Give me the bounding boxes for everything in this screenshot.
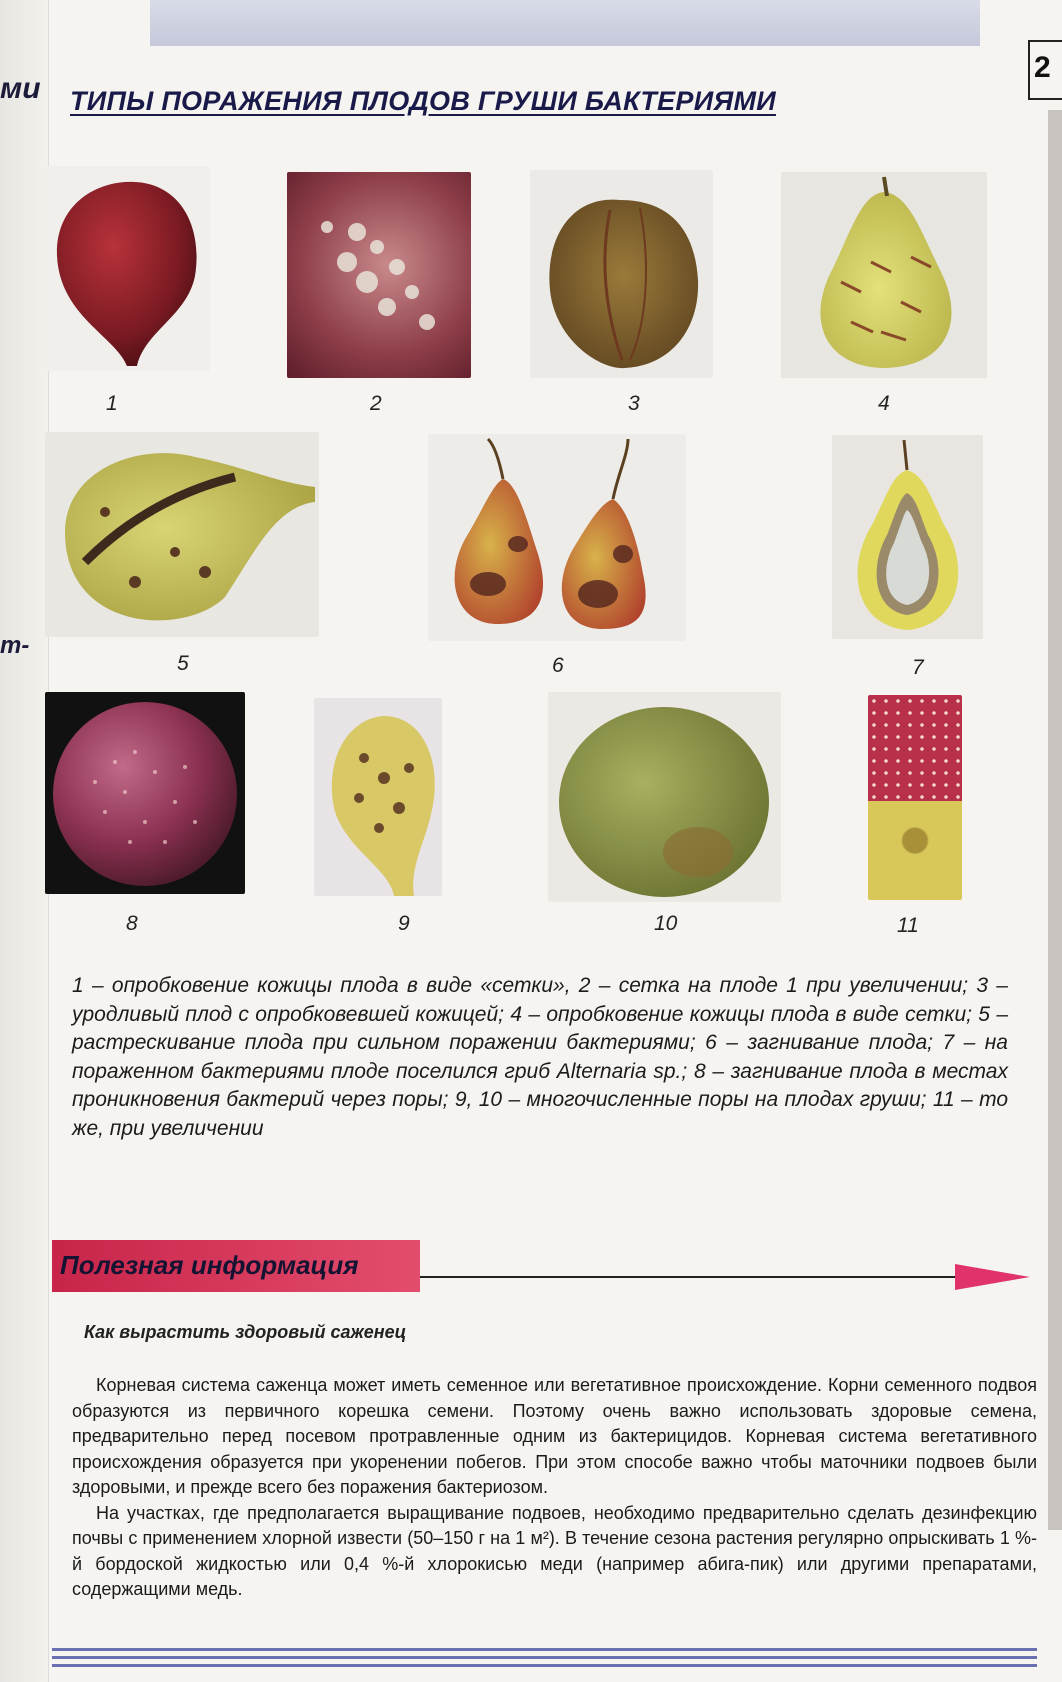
photo-3 <box>530 170 713 378</box>
photo-8 <box>45 692 245 894</box>
bottom-rule <box>52 1664 1037 1667</box>
figure-label: 3 <box>628 392 640 415</box>
figure-label: 4 <box>878 392 890 415</box>
figure-label: 8 <box>126 912 138 935</box>
photo-6 <box>428 434 686 641</box>
photo-9 <box>314 698 442 896</box>
photo-11-top <box>868 695 962 801</box>
adjacent-page-strip <box>0 0 49 1682</box>
figure-label: 7 <box>912 656 924 679</box>
photo-11-bottom <box>868 801 962 900</box>
page-number: 2 <box>1028 40 1062 100</box>
photo-4 <box>781 172 987 378</box>
photo-11 <box>868 695 962 900</box>
figure-label: 10 <box>654 912 678 935</box>
figure-label: 2 <box>370 392 382 415</box>
figure-label: 6 <box>552 654 564 677</box>
figure-label: 5 <box>177 652 189 675</box>
figure-label: 9 <box>398 912 410 935</box>
body-paragraph: Корневая система саженца может иметь семенное или вегетативное происхождение. Корни семенного подвоя образуются из первичного корешка семени. Поэтому очень важно использовать здоровые семена, предварительно перед посевом протравленные одним из бактерицидов. Корневая система вегетативного происхождения образуется при укоренении побегов. При этом способе важно чтобы маточники подвоев были здоровыми, и прежде всего без поражения бактериозом. <box>72 1375 1037 1497</box>
photo-5 <box>45 432 319 637</box>
photo-1 <box>45 166 210 371</box>
header-band <box>150 0 980 46</box>
bottom-rule <box>52 1648 1037 1651</box>
bottom-rule <box>52 1656 1037 1659</box>
arrow-line <box>420 1276 975 1278</box>
figure-label: 11 <box>897 914 919 937</box>
adjacent-page-fragment: ми <box>0 72 41 105</box>
info-banner-label: Полезная информация <box>60 1250 359 1280</box>
adjacent-page-fragment: т- <box>0 632 30 659</box>
page-title: ТИПЫ ПОРАЖЕНИЯ ПЛОДОВ ГРУШИ БАКТЕРИЯМИ <box>70 86 776 116</box>
body-paragraph: На участках, где предполагается выращивание подвоев, необходимо предварительно сделать дезинфекцию почвы с применением хлорной извести (50–150 г на 1 м²). В течение сезона растения регулярно опрыскивать 1 %-й бордоской жидкостью или 0,4 %-й хлорокисью меди (например абига-пик) или другими препаратами, содержащими медь. <box>72 1502 1037 1599</box>
body-text <box>72 1373 1037 1603</box>
info-banner <box>52 1240 420 1292</box>
arrow-head-icon <box>955 1264 1030 1290</box>
photo-7 <box>832 435 983 639</box>
section-subheading: Как вырастить здоровый саженец <box>84 1322 407 1342</box>
photo-10 <box>548 692 781 902</box>
photo-2 <box>287 172 471 378</box>
figure-caption: 1 – опробковение кожицы плода в виде «сетки», 2 – сетка на плоде 1 при увеличении; 3 – уродливый плод с опробковевшей кожицей; 4 – опробковение кожицы плода в виде сетки; 5 – растрескивание плода при сильном поражении бактериями; 6 – загнивание плода; 7 – на пораженном бактериями плоде поселился гриб Alternaria sp.; 8 – загнивание плода в местах проникновения бактерий через поры; 9, 10 – многочисленные поры на плодах груши; 11 – то же, при увеличении <box>72 974 1008 1140</box>
page-edge <box>1048 110 1062 1530</box>
figure-label: 1 <box>106 392 118 415</box>
